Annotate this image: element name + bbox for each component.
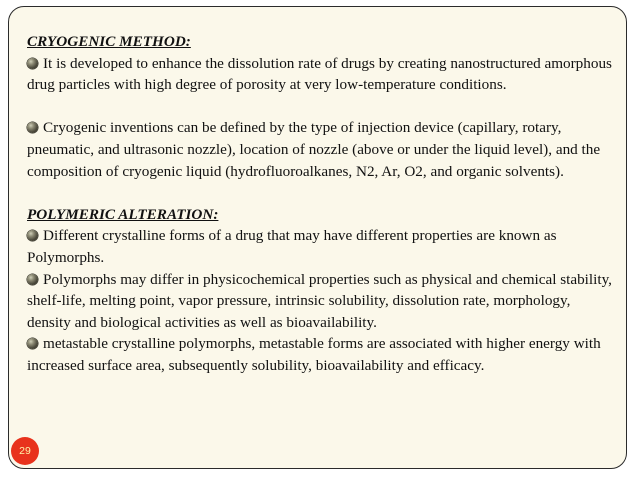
bullet-icon: [27, 122, 38, 133]
bullet-text: It is developed to enhance the dissolution rate of drugs by creating nanostructured amorphous drug particles with high degree of porosity at very low-temperature conditions.: [27, 54, 612, 94]
page-number-badge: 29: [11, 437, 39, 465]
bullet-text: metastable crystalline polymorphs, metastable forms are associated with higher energy with increased surface area, subsequently solubility, bioavailability and efficacy.: [27, 335, 601, 374]
paragraph-spacer: [27, 96, 617, 118]
slide-content: [27, 31, 617, 377]
paragraph-spacer: [27, 182, 617, 204]
bullet-icon: [27, 230, 38, 241]
bullet-paragraph: [27, 333, 617, 376]
bullet-paragraph: [27, 53, 617, 96]
bullet-text: Cryogenic inventions can be defined by the type of injection device (capillary, rotary, pneumatic, and ultrasonic nozzle), location of nozzle (above or under the liquid level), and the composition of cryogenic liquid (hydrofluoroalkanes, N2, Ar, O2, and organic solvents).: [27, 119, 601, 180]
bullet-icon: [27, 58, 38, 69]
bullet-icon: [27, 274, 38, 285]
bullet-paragraph: [27, 225, 617, 268]
section-heading-cryogenic: CRYOGENIC METHOD:: [27, 33, 191, 50]
bullet-text: Different crystalline forms of a drug that may have different properties are known as Polymorphs.: [27, 227, 557, 266]
bullet-icon: [27, 338, 38, 349]
bullet-text: Polymorphs may differ in physicochemical properties such as physical and chemical stability, shelf-life, melting point, vapor pressure, intrinsic solubility, dissolution rate, morphology, density and biological activities as well as bioavailability.: [27, 270, 612, 331]
bullet-paragraph: [27, 269, 617, 334]
section-heading-polymeric: POLYMERIC ALTERATION:: [27, 205, 219, 223]
bullet-paragraph: [27, 117, 617, 182]
